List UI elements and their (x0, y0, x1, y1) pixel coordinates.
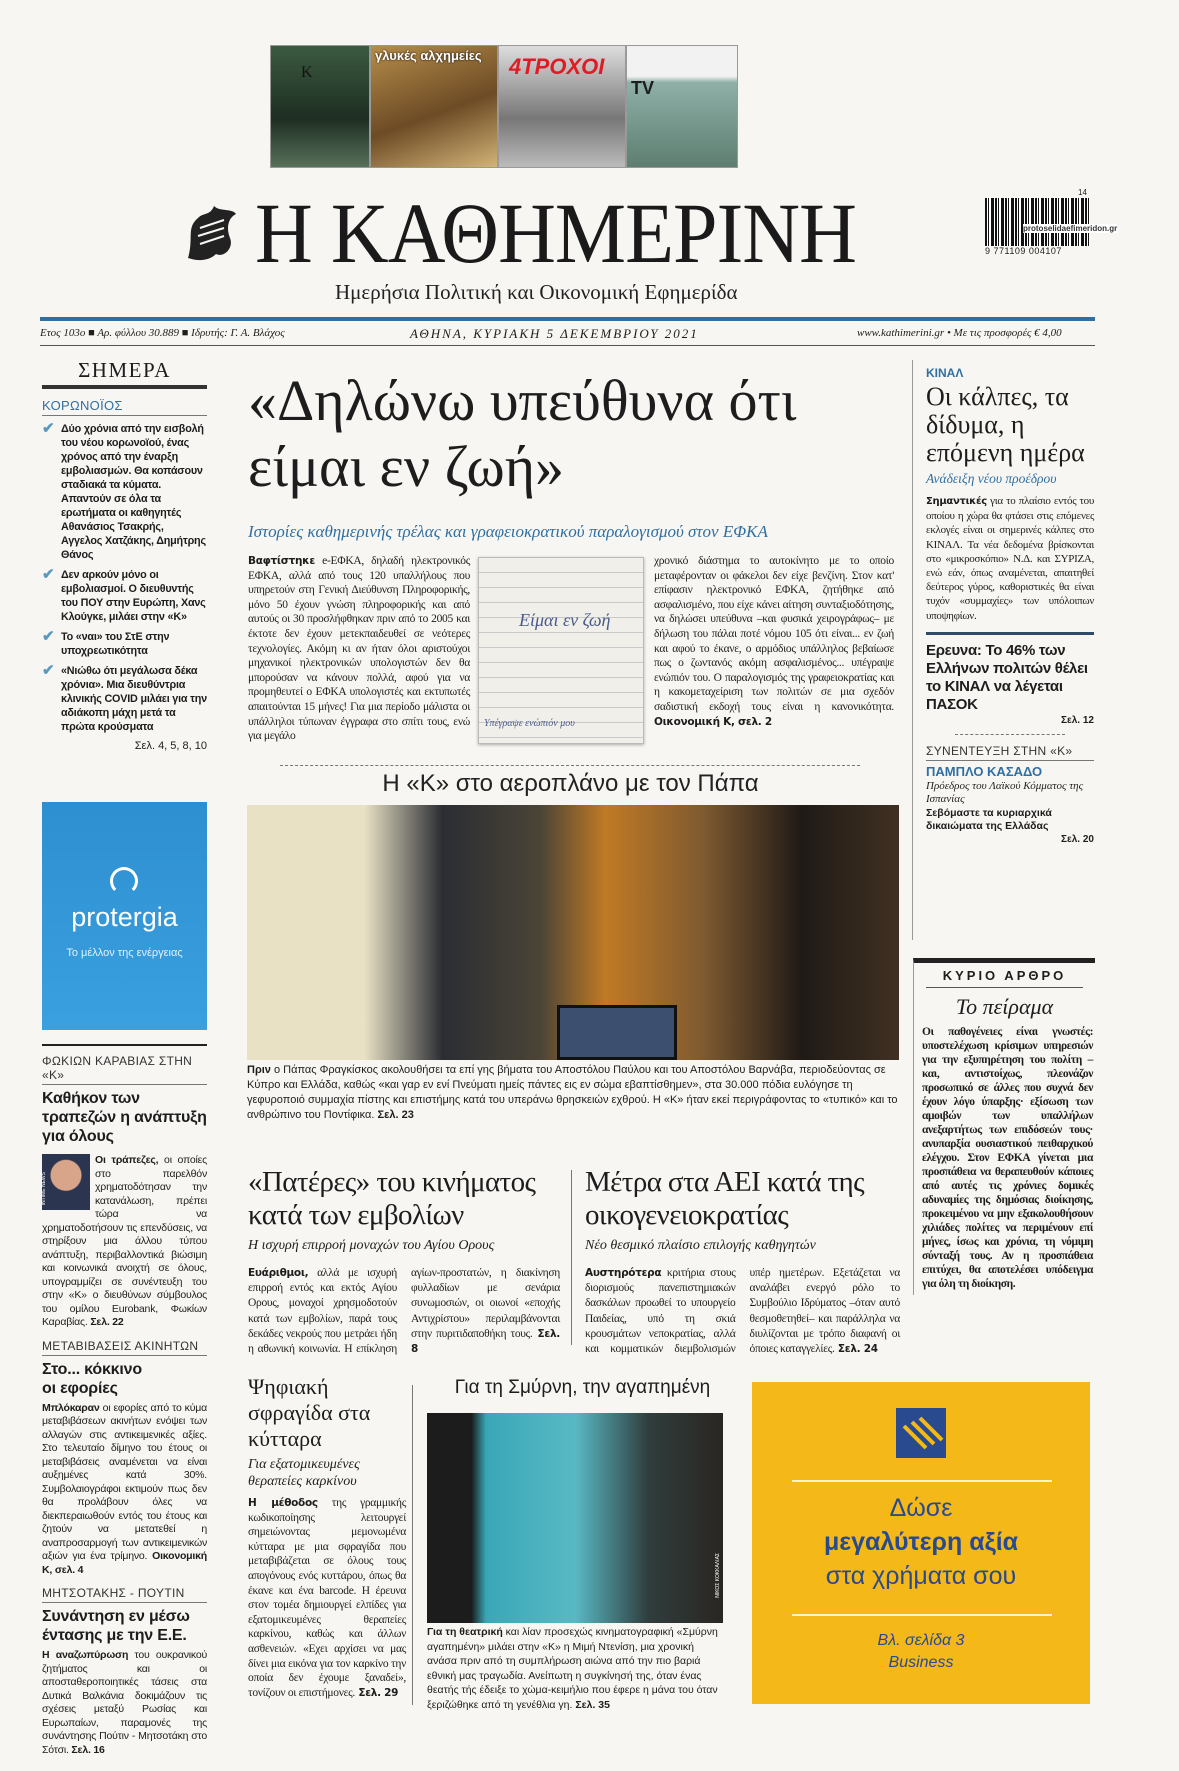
lead-headline[interactable]: «Δηλώνω υπεύθυνα ότι είμαι εν ζωή» (248, 368, 797, 499)
masthead-subtitle: Ημερήσια Πολιτική και Οικονομική Εφημερίδα (335, 280, 738, 304)
editorial-title[interactable]: Το πείραμα (955, 994, 1054, 1019)
today-item[interactable]: ✔ «Νιώθω ότι μεγάλωσα δέκα χρόνια». Μια διευθύντρια κλινικής COVID μιλάει για την αδιάκοπη μάχη μετά τα πρώτα κρούσματα (42, 662, 207, 733)
today-heading: ΣΗΜΕΡΑ (78, 358, 171, 382)
karavias-photo (42, 1154, 90, 1210)
pope-caption: Πριν ο Πάπας Φραγκίσκος ακολουθήσει τα επί γης βήματα του Αποστόλου Παύλου και του Αποστόλου Βαρνάβα, περιοδεύοντας σε Κύπρο και Ελλάδα, καθώς «και γαρ εν ενί Πνεύματι ημείς πάντες εις εν σώμα εβαπτίσθημεν», στα 30.000 πόδια ευλόγησε τη γεφυροποιό συμμαχία πίστης και επιστήμης κατά του υπεράνω θρησκειών εχθρού. Η «Κ» ήταν εκεί περιγράφοντας το «τυπικό» και το ανθρώπινο του Ποντίφικα. Σελ. 23 (247, 1064, 898, 1121)
interview-kicker: ΣΥΝΕΝΤΕΥΞΗ ΣΤΗΝ «Κ» (926, 744, 1094, 761)
checkmark-icon: ✔ (42, 420, 55, 437)
left-column-stories (42, 1044, 207, 1757)
ornament-divider (792, 1614, 1052, 1616)
bank-ad-line3: στα χρήματα σου (825, 1562, 1017, 1590)
right-column-rule (912, 360, 913, 940)
document-handwriting: Είμαι εν ζωή (519, 610, 611, 630)
barcode (985, 188, 1118, 266)
bank-ad-ref1: Βλ. σελίδα 3 (877, 1632, 965, 1649)
bank-ad-line2: μεγαλύτερη αξία (823, 1528, 1019, 1556)
supplement-glykes-label: γλυκές αλχημείες (375, 48, 482, 63)
supplement-4troxoi-label: 4ΤΡΟΧΟΙ (509, 54, 605, 79)
supplement-k[interactable] (270, 45, 370, 168)
putin-body: Η αναζωπύρωση του ουκρανικού ζητήματος και οι αποσταθεροποιητικές τάσεις στα Δυτικά Βαλκάνια δοκιμάζουν τις σχέσεις μεταξύ Ρωσίας και Ευρωπαίων, παραμονές της συνάντησης Πούτιν - Μητσοτάκη στο Σότσι. Σελ. 16 (42, 1649, 207, 1756)
today-item[interactable]: ✔ Δεν αρκούν μόνο οι εμβολιασμοί. Ο διευθυντής του ΠΟΥ στην Ευρώπη, Χανς Κλούγκε, μιλάει στην «Κ» (42, 566, 206, 623)
smyrna-caption: Για τη θεατρική και λίαν προσεχώς κινηματογραφική «Σμύρνη αγαπημένη» μιλάει στην «Κ» η Μιμή Ντενίση, μια χρονική ανάσα πριν από τη συμπλήρωση αιώνα από την πιο βαριά εθνική μας τραγωδία. Ανείπωτη η συγκίνησή της, όταν ένας θεατής τής έδειξε το χώμα-κειμήλιο που έφερε η μάνα του όταν ξεριζώθηκε από τη γενέθλια γη. Σελ. 35 (427, 1626, 718, 1711)
document-signature: Υπέγραψε ενώπιόν μου (484, 718, 575, 729)
divider (280, 765, 860, 766)
kinal-kicker: ΚΙΝΑΛ (926, 366, 964, 380)
dateline-left: Ετος 103ο ■ Αρ. φύλλου 30.889 ■ Ιδρυτής: Γ. Α. Βλάχος (40, 327, 285, 339)
checkmark-icon: ✔ (42, 662, 55, 679)
masthead-title[interactable]: Η ΚΑΘΗΜΕΡΙΝΗ (255, 185, 856, 281)
protergia-brand: protergia (71, 902, 178, 932)
interview-name[interactable]: ΠΑΜΠΛΟ ΚΑΣΑΔΟ (926, 763, 1043, 779)
protergia-ad[interactable] (42, 802, 207, 1030)
bank-ad[interactable] (752, 1382, 1090, 1704)
barcode-number: 9 771109 004107 (985, 246, 1062, 256)
universities-body: Αυστηρότερα κριτήρια στους διορισμούς πανεπιστημιακών δασκάλων προωθεί το υπουργείο Παιδείας, υπό τη σκιά κρουσμάτων νεποκρατίας, αλλά και κομματικών διεμβολισμών υπέρ ημετέρων. Εξετάζεται να αναλάβει ενεργό ρόλο το Συμβούλιο Ιδρύματος –όταν αυτό θεσμοθετηθεί– και παράλληλα να διυλίζονται με τρόπο διαφανή οι όποιες καταγγελίες. Σελ. 24 (585, 1267, 900, 1356)
checkmark-icon: ✔ (42, 628, 55, 645)
protergia-tagline: Το μέλλον της ενέργειας (66, 947, 183, 959)
column-rule (412, 1385, 413, 1705)
barcode-issue: 14 (1078, 188, 1087, 197)
putin-story (42, 1586, 207, 1757)
supplement-glykes-alximeies[interactable] (370, 45, 498, 168)
transfers-body: Μπλόκαραν οι εφορίες από το κύμα μεταβιβάσεων ακινήτων ενόψει των αλλαγών στις αντικειμενικές αξίες. Στο τελευταίο δίμηνο του έτους οι μεταβιβάσεις αναμένεται να είναι αυξημένες κατά 30%. Συμβολαιογράφοι εκτιμούν πως δεν θα προλάβουν όλες να διεκπεραιωθούν εντός του έτους και ζητούν να μετατεθεί η αναπροσαρμογή των αντικειμενικών αξιών για ένα τρίμηνο. Οικονομική Κ, σελ. 4 (42, 1401, 207, 1576)
kinal-body: Σημαντικές για το πλαίσιο εντός του οποίου η χώρα θα φτάσει στις επόμενες εκλογές είναι οι σημερινές κάλπες στο ΚΙΝΑΛ. Τα νέα δεδομένα βρίσκονται στο «μικροσκόπιο» Ν.Δ. και ΣΥΡΙΖΑ, ενώ εάν, όπως αναμένεται, απαιτηθεί δεύτερος γύρος, καθοριστικές θα είναι τυχόν «συμμαχίες» των υπόλοιπων υποψηφίων. (926, 495, 1094, 622)
supplements-strip (270, 45, 775, 168)
phone-screen (557, 1005, 677, 1060)
lead-col2: χρονικό διάστημα το αυτοκίνητο με το οποίο μεταφέρονταν οι φάκελοι δεν είχε βενζίνη. Στον κατ' επίφασιν ηλεκτρονικό ΕΦΚΑ, ζητήθηκε από ασφαλισμένο, που είχε κάνει αίτηση συνταξιοδότησης, να δηλώσει υπεύθυνα –και φυσικά χειρογράφως– με δήλωση του πάλαι ποτέ νόμου 105 ότι είναι... εν ζωή και αφού το έκανε, ο αρμόδιος υπάλληλος βεβαίωσε πως ο ζωντανός ακόμη ασφαλισμένος... υπέγραψε ενώπιόν του. Ο παραλογισμός της γραφειοκρατίας και η κακομεταχείριση των πολιτών σε μια σχεδόν σαδιστική εκδοχή τους είναι η κανονικότητα. Οικονομική Κ, σελ. 2 (654, 555, 894, 728)
transfers-story (42, 1339, 207, 1578)
karavias-story (42, 1044, 207, 1330)
transfers-headline[interactable]: Στο... κόκκινο οι εφορίες (42, 1360, 142, 1397)
karavias-headline[interactable]: Καθήκον των τραπεζών η ανάπτυξη για όλους (42, 1090, 207, 1145)
kinal-story (926, 366, 1094, 846)
today-item[interactable]: ✔ Δύο χρόνια από την εισβολή του νέου κορωνοϊού, ένας χρόνος από την έναρξη εμβολιασμών. Θα κοπάσουν σταδιακά τα κύματα. Απαντούν σε όλα τα ερωτήματα οι καθηγητές Αθανάσιος Τσακρής, Αγγελος Χατζάκης, Δημήτρης Θάνος (42, 420, 206, 561)
monks-headline[interactable]: «Πατέρες» του κινήματος κατά των εμβολίων (248, 1166, 536, 1231)
lead-col1: Βαφτίστηκε e-ΕΦΚΑ, δηλαδή ηλεκτρονικός ΕΦΚΑ, αλλά από τους 120 υπαλλήλους που υπηρετούν στη Γενική Διεύθυνση Πληροφορικής, μόνο 50 έχουν γνώση πληροφορικής και από αυτούς οι 30 προσλήφθηκαν πριν από το 2005 και έκτοτε δεν έχουν μετεκπαιδευθεί σε νεότερες τεχνολογίες. Ακόμη κι αν ήταν όλοι αριστούχοι μηχανικοί ηλεκτρονικών υπολογιστών δεν θα μπορούσαν να κάνουν πολλά, αφού για να προμηθευτεί ο ΕΦΚΑ υπολογιστές και εκτυπωτές απαιτούνται 15 μήνες! Για μια περίοδο μάλιστα οι υπάλληλοι τύπωναν έγγραφα στο σπίτι τους, ενώ για μεγάλο (248, 555, 470, 743)
karavias-kicker: ΦΩΚΙΩΝ ΚΑΡΑΒΙΑΣ ΣΤΗΝ «Κ» (42, 1054, 207, 1085)
smyrna-photo (427, 1413, 723, 1623)
poll-headline[interactable]: Ερευνα: Το 46% των Ελλήνων πολιτών θέλει το ΚΙΝΑΛ να λέγεται ΠΑΣΟΚ (926, 641, 1088, 713)
bank-logo-icon (896, 1408, 946, 1458)
transfers-kicker: ΜΕΤΑΒΙΒΑΣΕΙΣ ΑΚΙΝΗΤΩΝ (42, 1339, 207, 1356)
dateline-right[interactable]: www.kathimerini.gr • Με τις προσφορές € 4,00 (857, 327, 1062, 339)
today-kicker: ΚΟΡΩΝΟΪΟΣ (42, 398, 207, 416)
editorial-kicker: ΚΥΡΙΟ ΑΡΘΡΟ (926, 968, 1083, 988)
interview-page: Σελ. 20 (1061, 833, 1094, 845)
cells-deck: Για εξατομικευμένες θεραπείες καρκίνου (248, 1457, 360, 1489)
lead-deck: Ιστορίες καθημερινής τρέλας και γραφειοκρατικού παραλογισμού στον ΕΦΚΑ (248, 522, 768, 541)
dateline-center: ΑΘΗΝΑ, ΚΥΡΙΑΚΗ 5 ΔΕΚΕΜΒΡΙΟΥ 2021 (410, 326, 699, 341)
pope-photo (247, 805, 899, 1060)
kinal-headline[interactable]: Οι κάλπες, τα δίδυμα, η επόμενη ημέρα (926, 382, 1085, 467)
smyrna-headline[interactable]: Για τη Σμύρνη, την αγαπημένη (454, 1377, 711, 1398)
editorial-body: Οι παθογένειες είναι γνωστές: υποστελέχωση κρίσιμων υπηρεσιών για την εξυπηρέτηση του πολίτη – και, αντιστοίχως, πλεονάζον προσωπικό σε άλλες που συχνά δεν έχουν λόγο ύπαρξης· εξίσωση των αμοιβών των υπαλλήλων ανεξαρτήτως των επιδόσεών τους· ανυπαρξία ουσιαστικού πειθαρχικού ελέγχου. Στον ΕΦΚΑ γίνεται μια προσπάθεια να θεραπευθούν κάποιες από αυτές τις χρόνιες δομικές αδυναμίες της δημόσιας διοίκησης, προκειμένου να μην εξακολουθήσουν χιλιάδες πολίτες να περιμένουν επί μήνες, ίσως και χρόνια, τη νόμιμη σύνταξή τους. Αν η προσπάθεια επιτύχει, θα αποτελέσει υπόδειγμα για όλη τη διοίκηση. (922, 1026, 1093, 1290)
universities-deck: Νέο θεσμικό πλαίσιο επιλογής καθηγητών (585, 1238, 816, 1253)
editorial-box (913, 958, 1095, 1295)
checkmark-icon: ✔ (42, 566, 55, 583)
barcode-watermark: protoselidaefimeridon.gr (1023, 224, 1118, 233)
cells-body: Η μέθοδος της γραμμικής κωδικοποίησης λειτουργεί σημειώνοντας μεμονωμένα κύτταρα με μια σφραγίδα που μεταβιβάζεται σε όλους τους απογόνους ενός κυττάρου, όπως θα έκανε και ένα barcode. Η έρευνα στον τομέα δημιουργεί ελπίδες για εξατομικευμένες θεραπείες καρκίνου, καθώς και άλλων ασθενειών. «Εχει αρχίσει να μας δίνει μια εικόνα για τον καρκίνο την οποία δεν έχουμε ξαναδεί», τονίζουν οι επιστήμονες. Σελ. 29 (248, 1497, 406, 1699)
smyrna-photo-credit: ΝΙΚΟΣ ΚΟΚΚΑΛΙΑΣ (715, 1553, 721, 1598)
bank-ad-line1: Δώσε (889, 1494, 953, 1522)
supplement-tv-label: TV (631, 78, 655, 98)
supplement-tv[interactable] (626, 45, 738, 168)
supplement-4troxoi[interactable] (498, 45, 626, 168)
griffin-logo-icon (180, 198, 242, 264)
kinal-deck: Ανάδειξη νέου προέδρου (926, 471, 1057, 486)
universities-headline[interactable]: Μέτρα στα ΑΕΙ κατά της οικογενειοκρατίας (585, 1166, 864, 1231)
pope-headline[interactable]: Η «Κ» στο αεροπλάνο με τον Πάπα (382, 770, 759, 797)
supplement-k-label: K (301, 64, 313, 81)
ornament-divider (792, 1480, 1052, 1482)
today-section (42, 358, 207, 753)
cells-headline[interactable]: Ψηφιακή σφραγίδα στα κύτταρα (248, 1374, 371, 1451)
column-rule (571, 1170, 572, 1345)
monks-deck: Η ισχυρή επιρροή μοναχών του Αγίου Ορους (248, 1238, 495, 1253)
today-item[interactable]: ✔ Το «ναι» του ΣτΕ στην υποχρεωτικότητα (42, 628, 170, 657)
monks-body: Ευάριθμοι, αλλά με ισχυρή επιρροή εντός και εκτός Αγίου Ορους, μοναχοί χρησμοδοτούν κατά των εμβολίων, παρά τους δεκάδες νεκρούς που μετράει ήδη η αθωνική κοινωνία. Η επίκληση αγίων-προστατών, η διακίνηση φυλλαδίων με σενάρια συνωμοσιών, οι οιωνοί «εποχής Αντιχρίστου» περιλαμβάνονται στην πυριτιδαποθήκη τους. Σελ. 8 (248, 1267, 560, 1356)
putin-kicker: ΜΗΤΣΟΤΑΚΗΣ - ΠΟΥΤΙΝ (42, 1586, 207, 1603)
dateline-top-rule (40, 317, 1095, 321)
dateline-bottom-rule (40, 345, 1095, 346)
interview-role: Πρόεδρος του Λαϊκού Κόμματος της Ισπανίας (926, 779, 1084, 806)
karavias-photo-credit: INTIME NEWS (41, 1172, 47, 1206)
bank-ad-ref2: Business (888, 1654, 954, 1671)
karavias-body: Οι τράπεζες, οι οποίες στο παρελθόν χρηματοδότησαν την κατανάλωση, πρέπει τώρα να χρηματοδοτήσουν τις επενδύσεις, να στηρίξουν μια άλλου τύπου ανάπτυξη, περιβαλλοντικά βιώσιμη και κοινωνικά ανοιχτή σε όλους, υπογραμμίζει σε συνέντευξη του στην «Κ» ο διευθύνων σύμβουλος του ομίλου Eurobank, Φωκίων Καραβίας. Σελ. 22 (42, 1154, 207, 1328)
today-pages: Σελ. 4, 5, 8, 10 (134, 740, 207, 752)
lead-document-image (478, 557, 644, 744)
interview-quote: Σεβόμαστε τα κυριαρχικά δικαιώματα της Ελλάδας (926, 806, 1052, 833)
protergia-logo-icon (110, 867, 138, 895)
putin-headline[interactable]: Συνάντηση εν μέσω έντασης με την Ε.Ε. (42, 1608, 190, 1644)
poll-page: Σελ. 12 (1061, 714, 1094, 726)
